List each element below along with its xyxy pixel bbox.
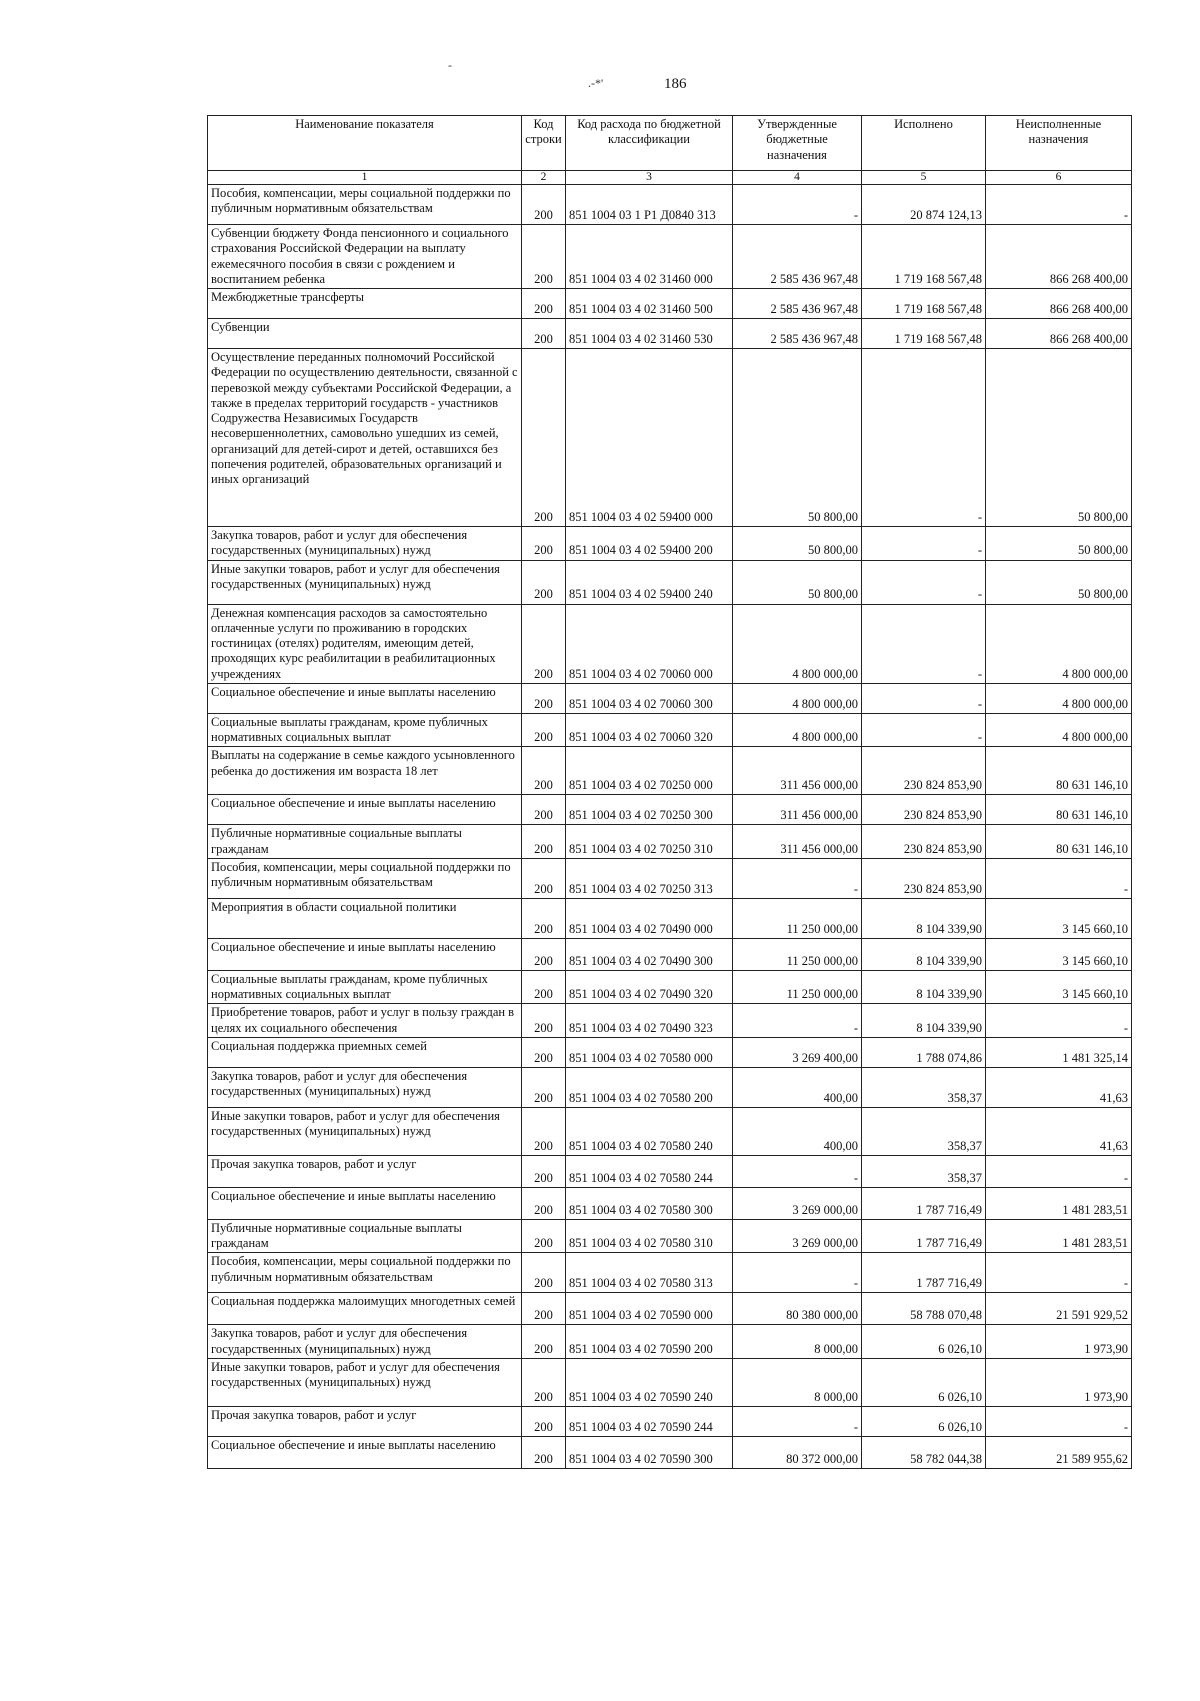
table-row <box>208 1107 1132 1155</box>
row-approved: 4 800 000,00 <box>733 713 862 747</box>
row-unexecuted: 3 145 660,10 <box>986 898 1132 938</box>
row-kbk: 851 1004 03 4 02 70250 310 <box>566 825 733 859</box>
table-row <box>208 970 1132 1004</box>
table-row <box>208 1155 1132 1187</box>
row-name: Выплаты на содержание в семье каждого усыновленного ребенка до достижения им возраста 18 лет <box>208 747 522 795</box>
row-approved: - <box>733 1004 862 1038</box>
row-kbk: 851 1004 03 4 02 70060 320 <box>566 713 733 747</box>
row-approved: 4 800 000,00 <box>733 683 862 713</box>
table-row <box>208 185 1132 225</box>
row-approved: 3 269 400,00 <box>733 1037 862 1067</box>
row-name: Пособия, компенсации, меры социальной поддержки по публичным нормативным обязательствам <box>208 858 522 898</box>
row-unexecuted: 4 800 000,00 <box>986 683 1132 713</box>
row-code: 200 <box>522 1406 566 1436</box>
row-executed: - <box>862 560 986 604</box>
table-row <box>208 225 1132 289</box>
row-executed: 6 026,10 <box>862 1358 986 1406</box>
row-kbk: 851 1004 03 4 02 59400 240 <box>566 560 733 604</box>
row-code: 200 <box>522 560 566 604</box>
header-name: Наименование показателя <box>208 116 522 171</box>
row-name: Социальное обеспечение и иные выплаты населению <box>208 1436 522 1468</box>
row-kbk: 851 1004 03 4 02 70580 244 <box>566 1155 733 1187</box>
row-unexecuted: 1 481 283,51 <box>986 1187 1132 1219</box>
row-unexecuted: 1 481 283,51 <box>986 1219 1132 1253</box>
table-row <box>208 604 1132 683</box>
row-executed: 58 782 044,38 <box>862 1436 986 1468</box>
table-row <box>208 1253 1132 1293</box>
row-code: 200 <box>522 1004 566 1038</box>
table-row <box>208 1325 1132 1359</box>
row-unexecuted: 866 268 400,00 <box>986 319 1132 349</box>
row-name: Денежная компенсация расходов за самостоятельно оплаченные услуги по проживанию в городских гостиницах (отелях) родителям, имеющим детей, проходящих курс реабилитации в реабилитационных учреждениях <box>208 604 522 683</box>
row-unexecuted: 866 268 400,00 <box>986 289 1132 319</box>
row-approved: 311 456 000,00 <box>733 825 862 859</box>
row-kbk: 851 1004 03 4 02 70060 300 <box>566 683 733 713</box>
row-code: 200 <box>522 1358 566 1406</box>
row-unexecuted: 80 631 146,10 <box>986 747 1132 795</box>
table-row <box>208 747 1132 795</box>
row-kbk: 851 1004 03 4 02 70060 000 <box>566 604 733 683</box>
row-code: 200 <box>522 1155 566 1187</box>
row-executed: 58 788 070,48 <box>862 1293 986 1325</box>
table-row <box>208 319 1132 349</box>
row-approved: 4 800 000,00 <box>733 604 862 683</box>
table-row <box>208 898 1132 938</box>
row-name: Межбюджетные трансферты <box>208 289 522 319</box>
row-approved: 2 585 436 967,48 <box>733 225 862 289</box>
row-code: 200 <box>522 1219 566 1253</box>
row-unexecuted: 1 973,90 <box>986 1358 1132 1406</box>
row-code: 200 <box>522 1436 566 1468</box>
row-kbk: 851 1004 03 4 02 70590 200 <box>566 1325 733 1359</box>
row-approved: 11 250 000,00 <box>733 970 862 1004</box>
column-number: 4 <box>733 171 862 185</box>
row-kbk: 851 1004 03 4 02 70590 000 <box>566 1293 733 1325</box>
row-unexecuted: 3 145 660,10 <box>986 970 1132 1004</box>
row-kbk: 851 1004 03 4 02 59400 200 <box>566 527 733 561</box>
row-kbk: 851 1004 03 4 02 70490 323 <box>566 1004 733 1038</box>
row-kbk: 851 1004 03 4 02 70490 320 <box>566 970 733 1004</box>
row-code: 200 <box>522 747 566 795</box>
column-number-row <box>208 171 1132 185</box>
row-unexecuted: 1 481 325,14 <box>986 1037 1132 1067</box>
table-row <box>208 527 1132 561</box>
header-executed: Исполнено <box>862 116 986 171</box>
column-number: 5 <box>862 171 986 185</box>
row-unexecuted: 866 268 400,00 <box>986 225 1132 289</box>
row-approved: 50 800,00 <box>733 527 862 561</box>
table-row <box>208 1436 1132 1468</box>
scan-dot: - <box>448 58 452 72</box>
row-name: Иные закупки товаров, работ и услуг для обеспечения государственных (муниципальных) нужд <box>208 1107 522 1155</box>
row-kbk: 851 1004 03 4 02 70590 244 <box>566 1406 733 1436</box>
row-name: Иные закупки товаров, работ и услуг для обеспечения государственных (муниципальных) нужд <box>208 1358 522 1406</box>
row-kbk: 851 1004 03 4 02 70580 000 <box>566 1037 733 1067</box>
table-row <box>208 1406 1132 1436</box>
page-number: 186 <box>664 76 687 92</box>
scan-mark: .-*' <box>588 76 604 90</box>
row-kbk: 851 1004 03 4 02 70590 240 <box>566 1358 733 1406</box>
row-code: 200 <box>522 1293 566 1325</box>
row-unexecuted: - <box>986 1155 1132 1187</box>
header-approved: Утвержденные бюджетные назначения <box>733 116 862 171</box>
row-name: Социальное обеспечение и иные выплаты населению <box>208 683 522 713</box>
row-name: Закупка товаров, работ и услуг для обеспечения государственных (муниципальных) нужд <box>208 527 522 561</box>
row-unexecuted: 4 800 000,00 <box>986 713 1132 747</box>
row-kbk: 851 1004 03 4 02 70580 200 <box>566 1067 733 1107</box>
row-executed: 358,37 <box>862 1107 986 1155</box>
row-executed: - <box>862 683 986 713</box>
row-code: 200 <box>522 898 566 938</box>
row-approved: 80 372 000,00 <box>733 1436 862 1468</box>
row-approved: - <box>733 1155 862 1187</box>
row-name: Прочая закупка товаров, работ и услуг <box>208 1155 522 1187</box>
row-name: Закупка товаров, работ и услуг для обеспечения государственных (муниципальных) нужд <box>208 1325 522 1359</box>
row-kbk: 851 1004 03 4 02 70580 240 <box>566 1107 733 1155</box>
row-kbk: 851 1004 03 4 02 70580 313 <box>566 1253 733 1293</box>
row-unexecuted: - <box>986 858 1132 898</box>
row-approved: - <box>733 858 862 898</box>
row-kbk: 851 1004 03 4 02 70250 300 <box>566 795 733 825</box>
row-name: Социальная поддержка малоимущих многодетных семей <box>208 1293 522 1325</box>
row-code: 200 <box>522 289 566 319</box>
row-name: Пособия, компенсации, меры социальной поддержки по публичным нормативным обязательствам <box>208 1253 522 1293</box>
row-unexecuted: 80 631 146,10 <box>986 825 1132 859</box>
row-name: Социальные выплаты гражданам, кроме публичных нормативных социальных выплат <box>208 970 522 1004</box>
row-approved: 8 000,00 <box>733 1358 862 1406</box>
row-executed: 8 104 339,90 <box>862 898 986 938</box>
row-executed: 230 824 853,90 <box>862 747 986 795</box>
row-code: 200 <box>522 1107 566 1155</box>
row-code: 200 <box>522 225 566 289</box>
row-approved: 8 000,00 <box>733 1325 862 1359</box>
row-kbk: 851 1004 03 4 02 59400 000 <box>566 349 733 527</box>
row-approved: - <box>733 185 862 225</box>
row-executed: 1 719 168 567,48 <box>862 319 986 349</box>
row-code: 200 <box>522 1325 566 1359</box>
row-name: Прочая закупка товаров, работ и услуг <box>208 1406 522 1436</box>
row-approved: 11 250 000,00 <box>733 898 862 938</box>
row-code: 200 <box>522 1253 566 1293</box>
row-name: Социальное обеспечение и иные выплаты населению <box>208 1187 522 1219</box>
row-name: Публичные нормативные социальные выплаты гражданам <box>208 825 522 859</box>
row-executed: 230 824 853,90 <box>862 795 986 825</box>
table-header-row <box>208 116 1132 171</box>
row-code: 200 <box>522 1187 566 1219</box>
row-executed: 1 787 716,49 <box>862 1187 986 1219</box>
row-code: 200 <box>522 527 566 561</box>
row-kbk: 851 1004 03 4 02 31460 530 <box>566 319 733 349</box>
row-name: Публичные нормативные социальные выплаты гражданам <box>208 1219 522 1253</box>
row-code: 200 <box>522 970 566 1004</box>
row-unexecuted: 80 631 146,10 <box>986 795 1132 825</box>
row-code: 200 <box>522 604 566 683</box>
table-row <box>208 1293 1132 1325</box>
column-number: 6 <box>986 171 1132 185</box>
row-approved: 400,00 <box>733 1067 862 1107</box>
header-kbk: Код расхода по бюджетной классификации <box>566 116 733 171</box>
row-kbk: 851 1004 03 4 02 70490 300 <box>566 938 733 970</box>
table-body <box>208 185 1132 1469</box>
table-row <box>208 1067 1132 1107</box>
table-row <box>208 560 1132 604</box>
table-row <box>208 713 1132 747</box>
row-unexecuted: 41,63 <box>986 1107 1132 1155</box>
row-name: Закупка товаров, работ и услуг для обеспечения государственных (муниципальных) нужд <box>208 1067 522 1107</box>
table-row <box>208 349 1132 527</box>
column-number: 3 <box>566 171 733 185</box>
row-executed: 8 104 339,90 <box>862 1004 986 1038</box>
row-kbk: 851 1004 03 4 02 31460 500 <box>566 289 733 319</box>
row-executed: 230 824 853,90 <box>862 858 986 898</box>
row-unexecuted: 21 591 929,52 <box>986 1293 1132 1325</box>
row-kbk: 851 1004 03 4 02 70580 300 <box>566 1187 733 1219</box>
row-approved: 50 800,00 <box>733 349 862 527</box>
table-row <box>208 1037 1132 1067</box>
row-name: Иные закупки товаров, работ и услуг для обеспечения государственных (муниципальных) нужд <box>208 560 522 604</box>
header-unexecuted: Неисполненные назначения <box>986 116 1132 171</box>
column-number: 2 <box>522 171 566 185</box>
row-executed: 6 026,10 <box>862 1325 986 1359</box>
row-name: Субвенции <box>208 319 522 349</box>
row-kbk: 851 1004 03 1 Р1 Д0840 313 <box>566 185 733 225</box>
row-code: 200 <box>522 1037 566 1067</box>
row-code: 200 <box>522 858 566 898</box>
row-unexecuted: 1 973,90 <box>986 1325 1132 1359</box>
row-code: 200 <box>522 713 566 747</box>
row-approved: 2 585 436 967,48 <box>733 289 862 319</box>
table-row <box>208 825 1132 859</box>
row-code: 200 <box>522 825 566 859</box>
row-name: Социальное обеспечение и иные выплаты населению <box>208 795 522 825</box>
row-approved: 80 380 000,00 <box>733 1293 862 1325</box>
table-row <box>208 289 1132 319</box>
row-unexecuted: 41,63 <box>986 1067 1132 1107</box>
row-unexecuted: 50 800,00 <box>986 349 1132 527</box>
row-unexecuted: 50 800,00 <box>986 560 1132 604</box>
row-executed: 1 787 716,49 <box>862 1219 986 1253</box>
row-approved: 2 585 436 967,48 <box>733 319 862 349</box>
row-approved: 50 800,00 <box>733 560 862 604</box>
row-executed: 8 104 339,90 <box>862 938 986 970</box>
row-executed: - <box>862 604 986 683</box>
row-kbk: 851 1004 03 4 02 31460 000 <box>566 225 733 289</box>
table-row <box>208 1219 1132 1253</box>
row-code: 200 <box>522 683 566 713</box>
row-unexecuted: - <box>986 1253 1132 1293</box>
row-unexecuted: - <box>986 1004 1132 1038</box>
row-code: 200 <box>522 938 566 970</box>
table-row <box>208 1004 1132 1038</box>
row-name: Социальные выплаты гражданам, кроме публичных нормативных социальных выплат <box>208 713 522 747</box>
table-row <box>208 1187 1132 1219</box>
row-executed: 358,37 <box>862 1155 986 1187</box>
row-code: 200 <box>522 185 566 225</box>
row-unexecuted: - <box>986 185 1132 225</box>
row-unexecuted: 4 800 000,00 <box>986 604 1132 683</box>
row-name: Пособия, компенсации, меры социальной поддержки по публичным нормативным обязательствам <box>208 185 522 225</box>
row-name: Социальная поддержка приемных семей <box>208 1037 522 1067</box>
row-code: 200 <box>522 319 566 349</box>
row-executed: 1 719 168 567,48 <box>862 225 986 289</box>
row-name: Осуществление переданных полномочий Российской Федерации по осуществлению деятельности, связанной с перевозкой между субъектами Российской Федерации, а также в пределах территорий государств - участников Содружества Независимых Государств несовершеннолетних, самовольно ушедших из семей, организаций для детей-сирот и детей, оставшихся без попечения родителей, образовательных организаций и иных организаций <box>208 349 522 527</box>
row-kbk: 851 1004 03 4 02 70250 000 <box>566 747 733 795</box>
row-name: Социальное обеспечение и иные выплаты населению <box>208 938 522 970</box>
row-executed: 1 788 074,86 <box>862 1037 986 1067</box>
row-executed: 1 787 716,49 <box>862 1253 986 1293</box>
table-row <box>208 795 1132 825</box>
row-kbk: 851 1004 03 4 02 70250 313 <box>566 858 733 898</box>
budget-execution-table <box>207 115 1132 1469</box>
row-executed: 20 874 124,13 <box>862 185 986 225</box>
table-row <box>208 938 1132 970</box>
row-name: Субвенции бюджету Фонда пенсионного и социального страхования Российской Федерации на выплату ежемесячного пособия в связи с рождением и воспитанием ребенка <box>208 225 522 289</box>
row-executed: 1 719 168 567,48 <box>862 289 986 319</box>
table-row <box>208 683 1132 713</box>
row-approved: 311 456 000,00 <box>733 795 862 825</box>
row-executed: 8 104 339,90 <box>862 970 986 1004</box>
table-row <box>208 1358 1132 1406</box>
table-row <box>208 858 1132 898</box>
row-executed: 358,37 <box>862 1067 986 1107</box>
row-unexecuted: 21 589 955,62 <box>986 1436 1132 1468</box>
row-executed: 6 026,10 <box>862 1406 986 1436</box>
row-unexecuted: - <box>986 1406 1132 1436</box>
row-approved: 3 269 000,00 <box>733 1187 862 1219</box>
row-code: 200 <box>522 1067 566 1107</box>
row-approved: 400,00 <box>733 1107 862 1155</box>
row-executed: - <box>862 527 986 561</box>
row-kbk: 851 1004 03 4 02 70490 000 <box>566 898 733 938</box>
row-approved: 3 269 000,00 <box>733 1219 862 1253</box>
row-code: 200 <box>522 795 566 825</box>
row-unexecuted: 3 145 660,10 <box>986 938 1132 970</box>
row-approved: 311 456 000,00 <box>733 747 862 795</box>
header-code: Код строки <box>522 116 566 171</box>
row-executed: - <box>862 713 986 747</box>
row-approved: - <box>733 1406 862 1436</box>
row-name: Мероприятия в области социальной политики <box>208 898 522 938</box>
column-number: 1 <box>208 171 522 185</box>
row-code: 200 <box>522 349 566 527</box>
row-unexecuted: 50 800,00 <box>986 527 1132 561</box>
row-approved: - <box>733 1253 862 1293</box>
row-kbk: 851 1004 03 4 02 70590 300 <box>566 1436 733 1468</box>
row-approved: 11 250 000,00 <box>733 938 862 970</box>
row-executed: - <box>862 349 986 527</box>
row-executed: 230 824 853,90 <box>862 825 986 859</box>
row-name: Приобретение товаров, работ и услуг в пользу граждан в целях их социального обеспечения <box>208 1004 522 1038</box>
row-kbk: 851 1004 03 4 02 70580 310 <box>566 1219 733 1253</box>
